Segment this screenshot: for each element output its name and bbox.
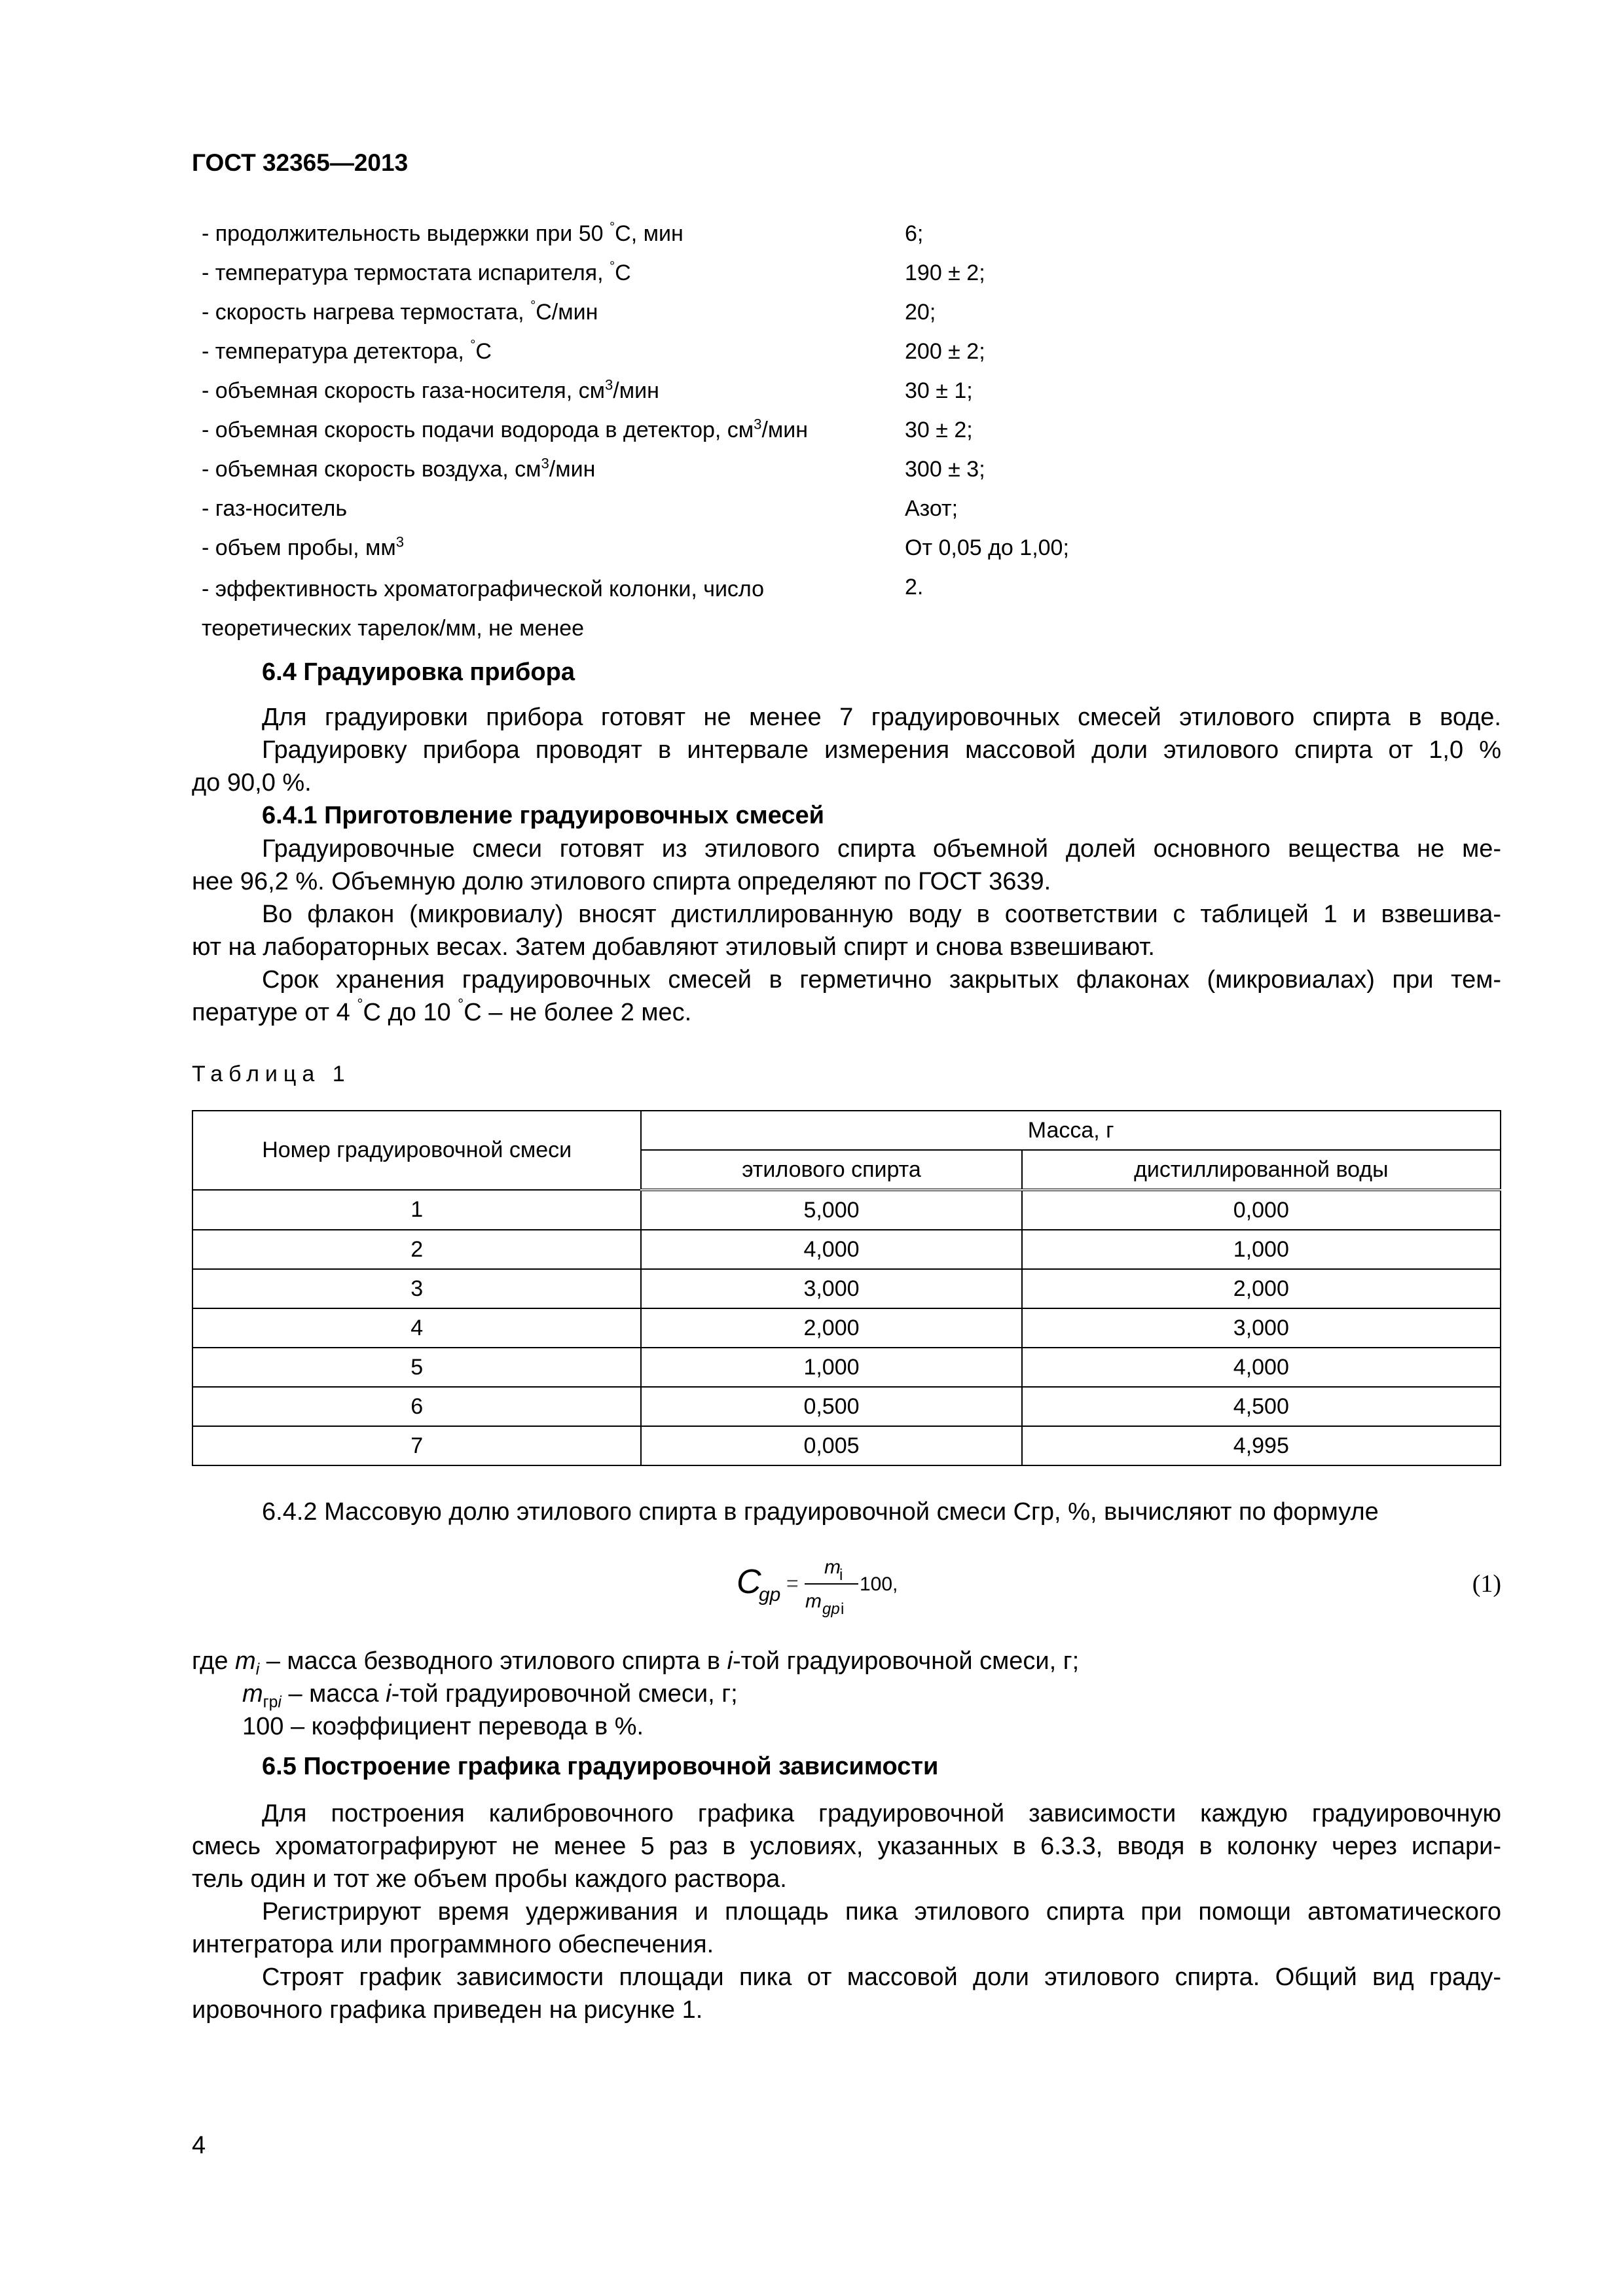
column-header: Номер градуировочной смеси — [192, 1111, 641, 1190]
subsection-heading: 6.4.1 Приготовление градуировочных смесей — [262, 802, 824, 829]
paragraph: 6.4.2 Массовую долю этилового спирта в градуировочной смеси Сгр, %, вычисляют по формуле — [262, 1498, 1379, 1526]
table-cell: 0,500 — [641, 1387, 1021, 1426]
formula-lhs: C — [737, 1563, 761, 1601]
parameter-label: - скорость нагрева термостата, °С/мин — [202, 298, 598, 325]
parameter-label: - объемная скорость газа-носителя, $см^3$/мин — [202, 376, 659, 403]
table-cell: 4,000 — [1022, 1348, 1501, 1387]
parameter-label: теоретических тарелок/мм, не менее — [202, 616, 585, 641]
formula-number: (1) — [1472, 1570, 1501, 1598]
parameter-value: 2. — [905, 575, 924, 600]
page-number: 4 — [192, 2132, 206, 2159]
parameter-label: - эффективность хроматографической колонки, число — [202, 577, 765, 601]
parameter-value: 300 ± 3; — [905, 457, 985, 482]
parameter-label: - температура детектора, °С — [202, 337, 492, 364]
table-cell: 3,000 — [641, 1269, 1021, 1308]
parameter-value: 20; — [905, 300, 936, 325]
table-cell: 4 — [192, 1308, 641, 1348]
variable-definition: $m_{грi}$ – масса i-той градуировочной смеси, г; — [242, 1680, 738, 1712]
formula-1 — [737, 1545, 933, 1623]
paragraph: Для построения калибровочного графика градуировочной зависимости каждую градуировочную смесь хроматографируют не менее 5 раз в условиях, указанных в 6.3.3, вводя в колонку через испари- тель один и тот же объем пробы каждого раствора. Регистрируют время удерживания и площадь пика этилового спирта при помощи автоматического интегратора или программного обеспечения. Строят график зависимости площади пика от массовой доли этилового спирта. Общий вид граду- ировочного графика приведен на рисунке 1. — [192, 1800, 1501, 2024]
table-cell: 3 — [192, 1269, 641, 1308]
formula-tail: 100, — [860, 1573, 898, 1595]
table-cell: 2,000 — [641, 1308, 1021, 1348]
column-header: дистиллированной воды — [1022, 1150, 1501, 1190]
parameter-label: - объемная скорость воздуха, $см^3$/мин — [202, 455, 596, 482]
table-cell: 6 — [192, 1387, 641, 1426]
parameter-item — [202, 569, 883, 648]
table-row — [192, 1387, 1501, 1426]
formula-numerator: m — [824, 1556, 841, 1578]
column-group-header: Масса, г — [641, 1111, 1501, 1150]
column-header: этилового спирта — [641, 1150, 1021, 1190]
paragraph: Градуировочные смеси готовят из этилового спирта объемной долей основного вещества не ме- нее 96,2 %. Объемную долю этилового спирта определяют по ГОСТ 3639. Во флакон (микровиалу) вносят дистиллированную воду в соответствии с таблицей 1 и взвешива- ют на лабораторных весах. Затем добавляют этиловый спирт и снова взвешивают. Срок хранения градуировочных смесей в герметично закрытых флаконах (микровиалах) при тем- пературе от 4 °С до 10 °С – не более 2 мес. — [192, 835, 1501, 1026]
parameter-label: - продолжительность выдержки при 50 °С, мин — [202, 219, 684, 246]
parameter-label: - объем пробы, $мм^3$ — [202, 533, 405, 560]
formula-denominator-sub: gp — [822, 1600, 840, 1618]
parameter-value: 190 ± 2; — [905, 260, 985, 285]
table-row — [192, 1426, 1501, 1465]
parameter-value: 30 ± 2; — [905, 418, 973, 442]
table-cell: 1 — [192, 1190, 641, 1230]
table-row — [192, 1348, 1501, 1387]
table-caption: Таблица 1 — [192, 1062, 351, 1086]
table-cell: 0,005 — [641, 1426, 1021, 1465]
table-row — [192, 1190, 1501, 1230]
formula-denominator: m — [805, 1590, 822, 1612]
parameter-value: 6; — [905, 221, 924, 246]
table-cell: 2 — [192, 1230, 641, 1269]
parameter-label: - газ-носитель — [202, 496, 348, 521]
table-cell: 4,995 — [1022, 1426, 1501, 1465]
variable-definition: 100 – коэффициент перевода в %. — [242, 1713, 644, 1740]
section-heading: 6.5 Построение графика градуировочной зависимости — [262, 1753, 939, 1780]
table-cell: 5 — [192, 1348, 641, 1387]
table-row — [192, 1269, 1501, 1308]
document-header: ГОСТ 32365—2013 — [192, 149, 409, 176]
table-cell: 0,000 — [1022, 1190, 1501, 1230]
parameter-value: 200 ± 2; — [905, 339, 985, 364]
table-cell: 5,000 — [641, 1190, 1021, 1230]
table-1 — [192, 1110, 1501, 1466]
parameter-value: От 0,05 до 1,00; — [905, 535, 1069, 560]
formula-denominator-sub2: i — [841, 1600, 845, 1618]
table-cell: 3,000 — [1022, 1308, 1501, 1348]
table-cell: 1,000 — [1022, 1230, 1501, 1269]
table-row — [192, 1230, 1501, 1269]
paragraph: Для градуировки прибора готовят не менее 7 градуировочных смесей этилового спирта в воде. Градуировку прибора проводят в интервале измерения массовой доли этилового спирта от 1,0 % до 90,0 %. — [192, 704, 1501, 797]
section-heading: 6.4 Градуировка прибора — [262, 658, 575, 686]
table-row — [192, 1308, 1501, 1348]
table-cell: 4,000 — [641, 1230, 1021, 1269]
parameter-label: - температура термостата испарителя, °С — [202, 259, 631, 285]
table-cell: 2,000 — [1022, 1269, 1501, 1308]
formula-numerator-sub: i — [839, 1566, 843, 1584]
parameter-value: 30 ± 1; — [905, 378, 973, 403]
variable-definition: где $m_i$ – масса безводного этилового спирта в i-той градуировочной смеси, г; — [192, 1647, 1080, 1679]
parameter-label: - объемная скорость подачи водорода в детектор, $см^3$/мин — [202, 416, 809, 442]
formula-equals: = — [786, 1571, 799, 1595]
table-cell: 4,500 — [1022, 1387, 1501, 1426]
table-cell: 7 — [192, 1426, 641, 1465]
table-cell: 1,000 — [641, 1348, 1021, 1387]
parameter-value: Азот; — [905, 496, 958, 521]
formula-lhs-sub: gp — [759, 1584, 781, 1605]
